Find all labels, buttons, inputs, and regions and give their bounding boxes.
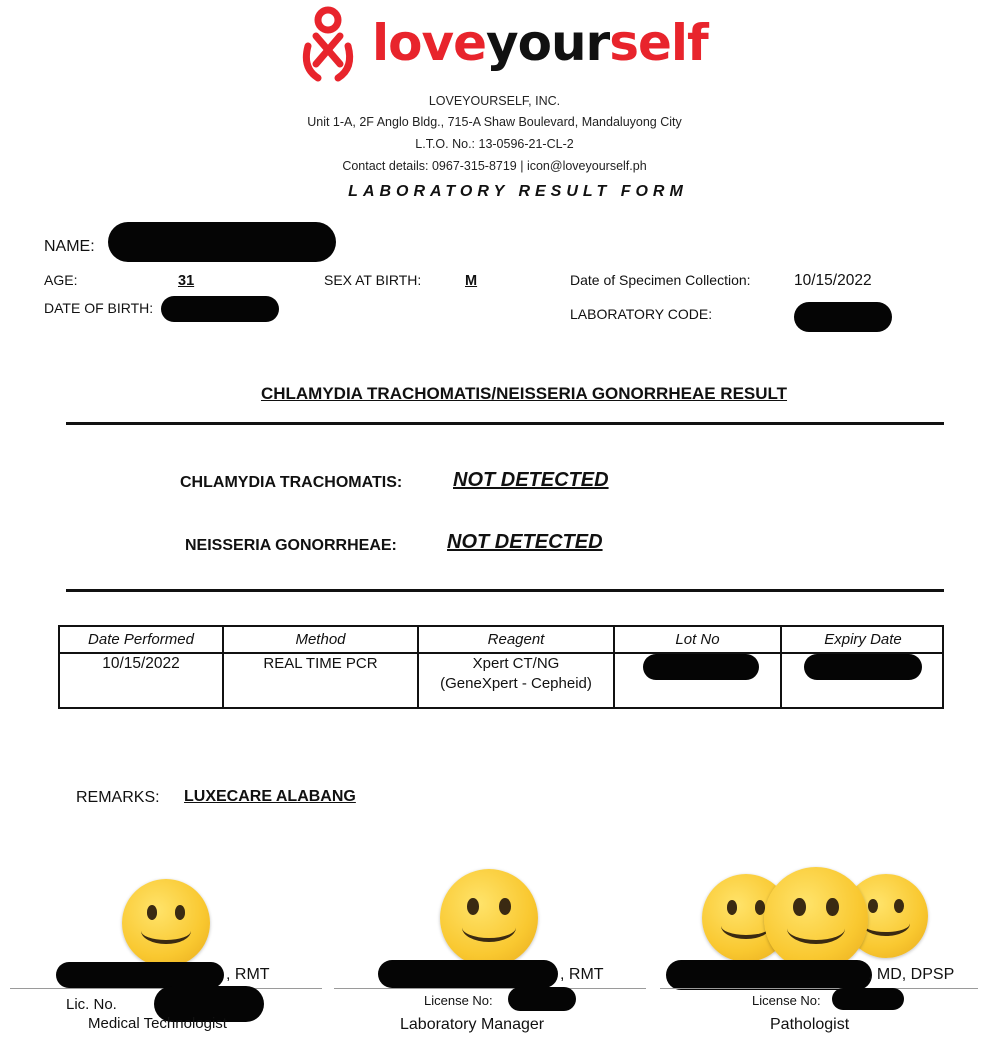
redaction-dob bbox=[161, 296, 279, 322]
test-label-chlamydia: CHLAMYDIA TRACHOMATIS: bbox=[180, 474, 403, 491]
signature-line bbox=[660, 988, 978, 989]
result-title: CHLAMYDIA TRACHOMATIS/NEISSERIA GONORRHEAE RESULT bbox=[260, 384, 788, 403]
cell-reagent-line1: Xpert CT/NG bbox=[472, 655, 560, 672]
test-details-table bbox=[58, 625, 944, 709]
col-header-lot: Lot No bbox=[615, 627, 780, 654]
smiley-face-icon bbox=[764, 867, 868, 971]
lto-number: L.T.O. No.: 13-0596-21-CL-2 bbox=[415, 137, 574, 151]
redaction-lot bbox=[643, 654, 759, 680]
test-result-chlamydia: NOT DETECTED bbox=[453, 469, 609, 491]
company-name: LOVEYOURSELF, INC. bbox=[428, 94, 561, 108]
test-result-gonorrhea: NOT DETECTED bbox=[447, 531, 603, 553]
cell-reagent bbox=[419, 654, 613, 694]
col-header-method: Method bbox=[224, 627, 417, 654]
redaction-name bbox=[108, 222, 336, 262]
cell-method: REAL TIME PCR bbox=[263, 655, 378, 672]
logo-word-self: self bbox=[609, 14, 708, 72]
signer-2-license-label: License No: bbox=[424, 993, 493, 1008]
col-header-reagent: Reagent bbox=[419, 627, 613, 654]
redaction-signer-1 bbox=[56, 962, 224, 988]
cell-date: 10/15/2022 bbox=[102, 655, 180, 672]
age-label: AGE: bbox=[44, 272, 78, 288]
redaction-signer-2 bbox=[378, 960, 558, 988]
sex-value: M bbox=[465, 273, 478, 289]
test-label-gonorrhea: NEISSERIA GONORRHEAE: bbox=[185, 537, 397, 554]
redaction-signer-3 bbox=[666, 960, 872, 990]
signer-1-role: Medical Technologist bbox=[88, 1015, 227, 1032]
remarks-value: LUXECARE ALABANG bbox=[184, 788, 356, 805]
sex-label: SEX AT BIRTH: bbox=[324, 272, 422, 288]
signer-1-license-label: Lic. No. bbox=[66, 996, 117, 1013]
contact-details: Contact details: 0967-315-8719 | icon@loveyourself.ph bbox=[342, 159, 647, 173]
smiley-face-icon bbox=[440, 869, 538, 967]
lab-code-label: LABORATORY CODE: bbox=[570, 306, 713, 322]
col-header-expiry: Expiry Date bbox=[782, 627, 944, 654]
age-value: 31 bbox=[178, 273, 195, 289]
collection-date-label: Date of Specimen Collection: bbox=[570, 272, 751, 288]
cell-reagent-line2: (GeneXpert - Cepheid) bbox=[440, 675, 592, 692]
collection-date-value: 10/15/2022 bbox=[794, 272, 872, 289]
redaction-license-3 bbox=[832, 988, 904, 1010]
remarks-label: REMARKS: bbox=[76, 789, 160, 806]
company-address: Unit 1-A, 2F Anglo Bldg., 715-A Shaw Boulevard, Mandaluyong City bbox=[307, 115, 682, 129]
signer-1-suffix: , RMT bbox=[226, 966, 270, 983]
signer-3-license-label: License No: bbox=[752, 993, 821, 1008]
col-header-date: Date Performed bbox=[60, 627, 222, 654]
name-label: NAME: bbox=[44, 238, 95, 255]
divider-top bbox=[66, 422, 944, 425]
signature-line bbox=[334, 988, 646, 989]
signer-3-role: Pathologist bbox=[770, 1016, 850, 1033]
signer-2-role: Laboratory Manager bbox=[400, 1016, 545, 1033]
signer-2-suffix: , RMT bbox=[560, 966, 604, 983]
redaction-lab-code bbox=[794, 302, 892, 332]
smiley-face-icon bbox=[122, 879, 210, 967]
signer-3-suffix: , MD, DPSP bbox=[868, 966, 955, 983]
logo-wordmark bbox=[372, 14, 708, 72]
redaction-license-2 bbox=[508, 987, 576, 1011]
divider-bottom bbox=[66, 589, 944, 592]
form-title: LABORATORY RESULT FORM bbox=[348, 183, 688, 200]
logo-word-love: love bbox=[372, 14, 486, 72]
redaction-expiry bbox=[804, 654, 922, 680]
logo-word-your: your bbox=[486, 14, 610, 72]
dob-label: DATE OF BIRTH: bbox=[44, 300, 154, 316]
